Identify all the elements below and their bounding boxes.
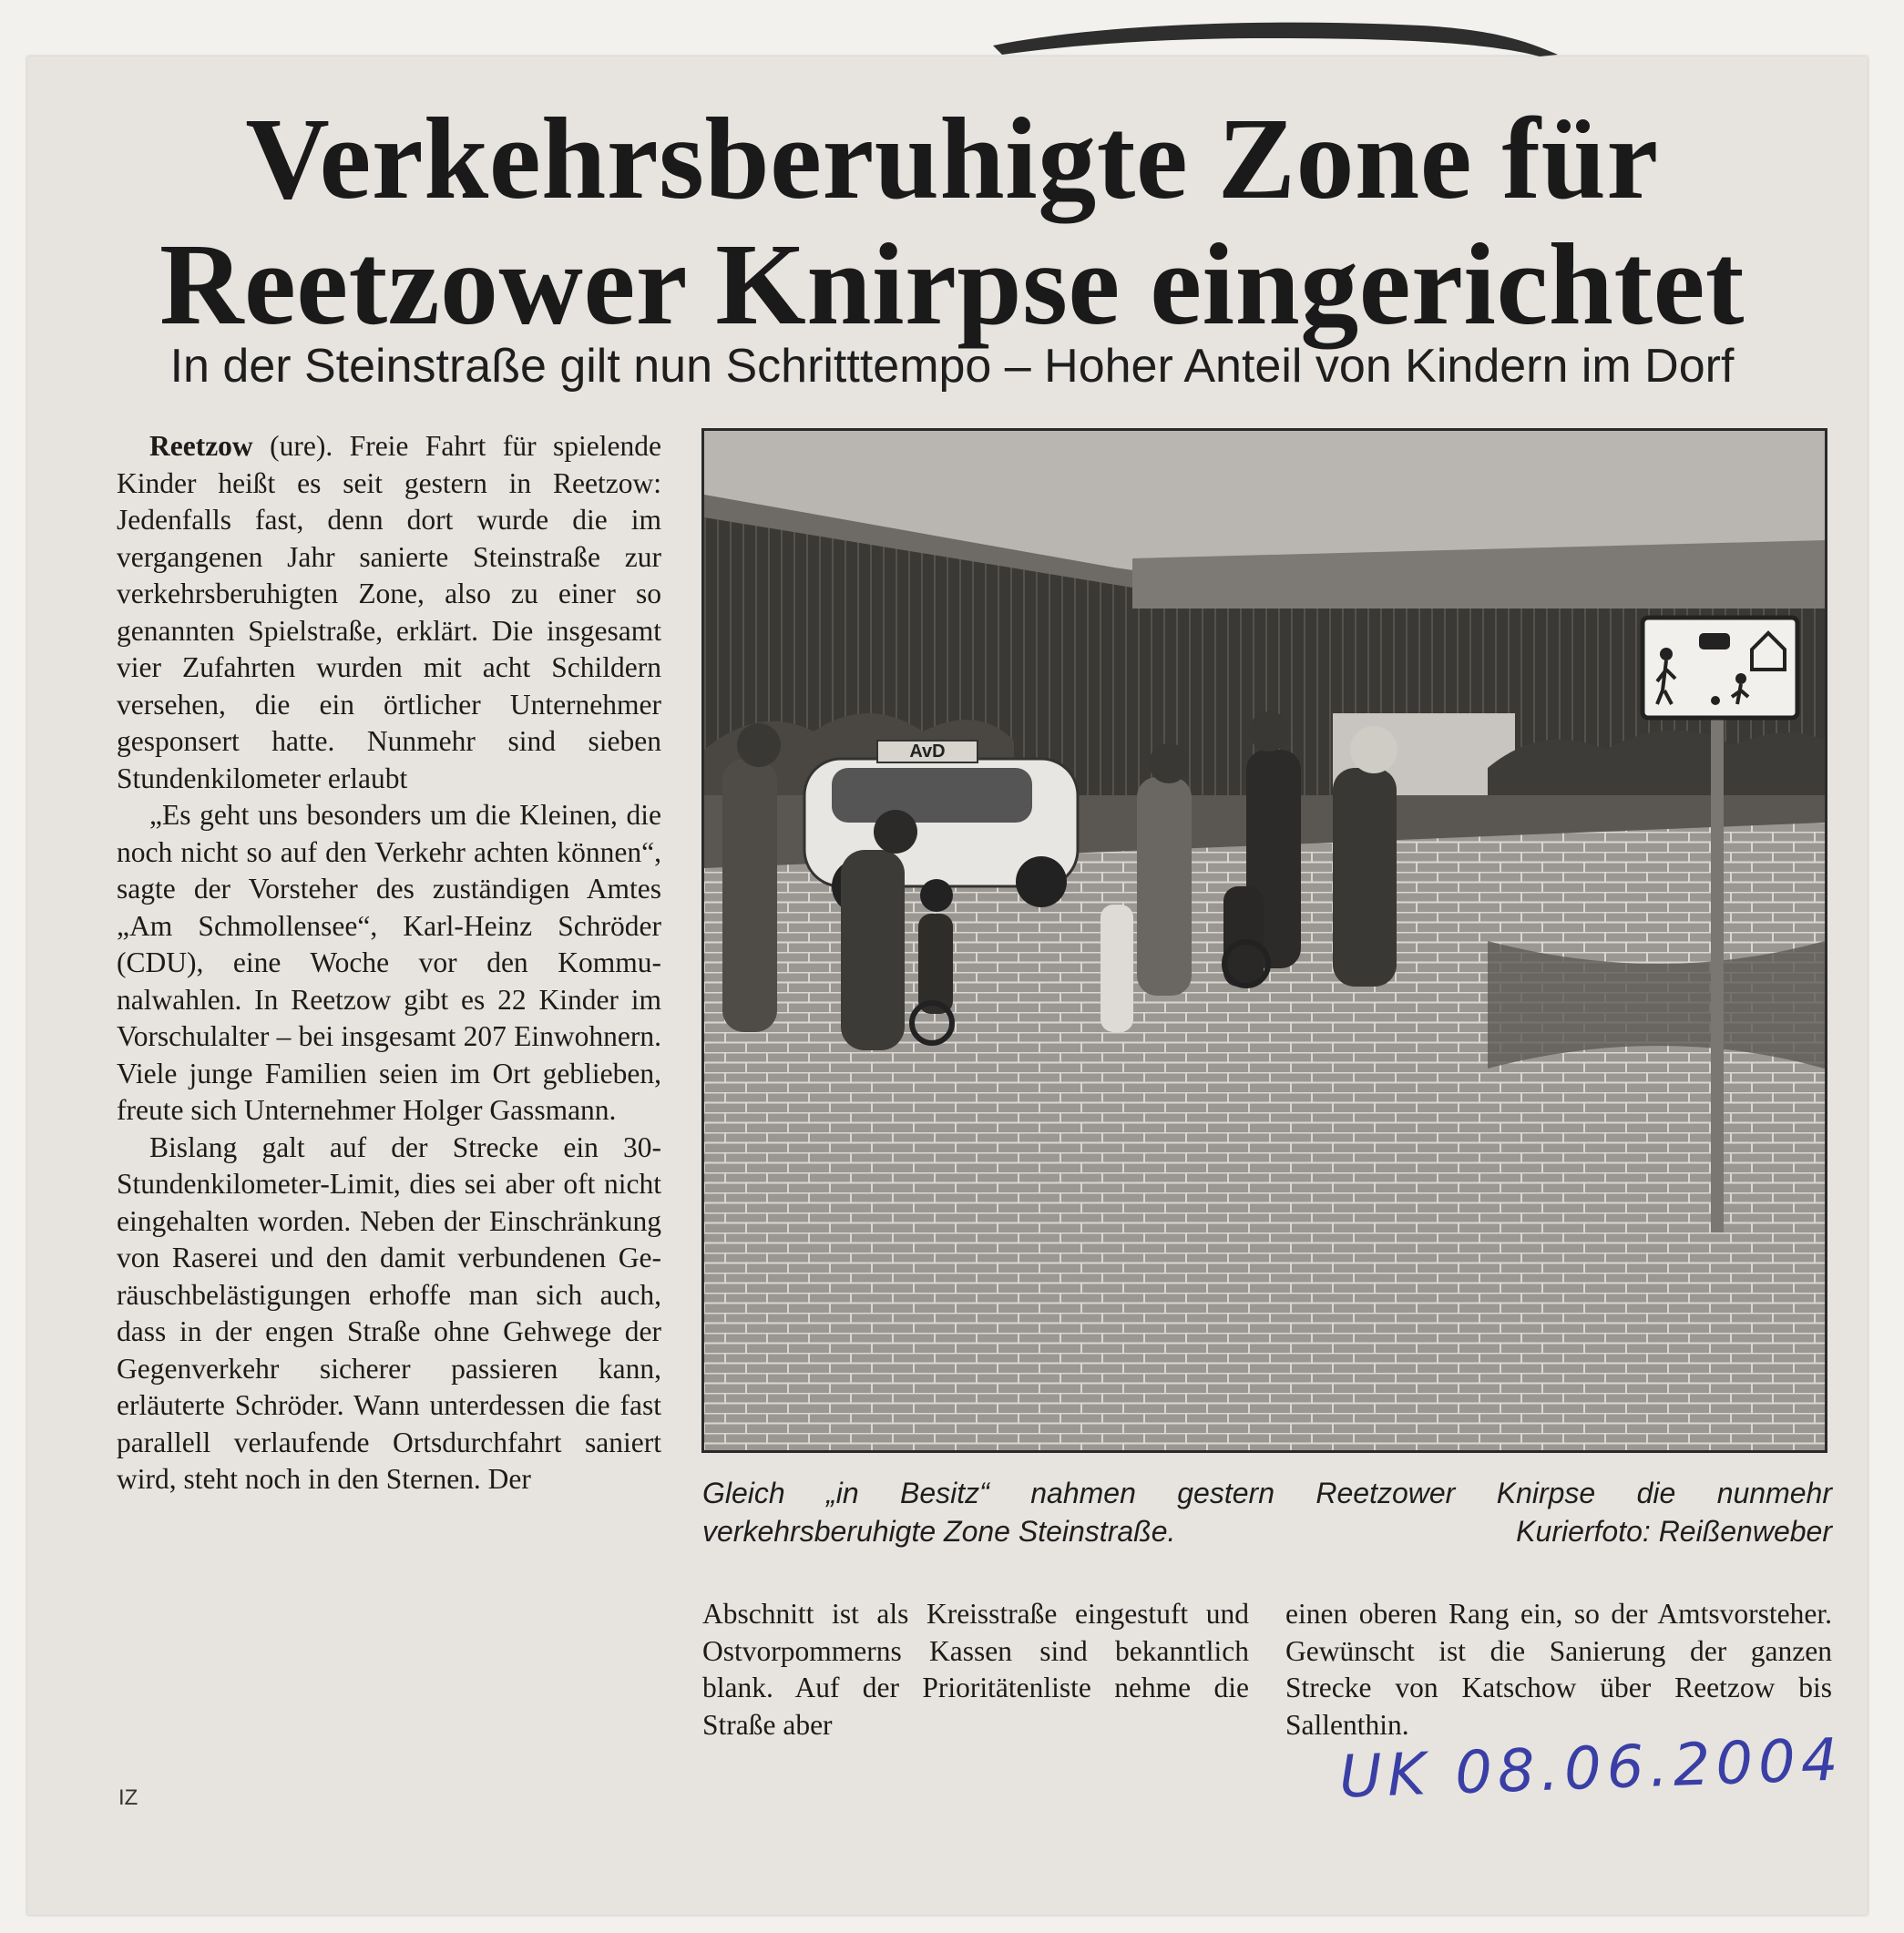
caption-line-2-row bbox=[702, 1512, 1832, 1550]
paragraph-2: „Es geht uns besonders um die Kleinen, die noch nicht so auf den Verkehr achten können“, sagte der Vorsteher des zuständigen Amtes „Am Schmollensee“, Karl-Heinz Schröder (CDU), eine Woche vor den Kommunalwahlen. In Reetzow gibt es 22 Kinder im Vorschulalter – bei insgesamt 207 Einwohnern. Viele junge Familien seien im Ort geblieben, freute sich Unternehmer Holger Gassmann. bbox=[117, 799, 661, 1126]
paragraph-1 bbox=[117, 428, 661, 797]
headline-line-1: Verkehrsberuhigte Zone für bbox=[245, 94, 1659, 223]
column-2-text: Abschnitt ist als Kreisstraße eingestuft und Ostvorpommerns Kassen sind bekanntlich blank. Auf der Prioritätenliste nehme die Straße aber bbox=[702, 1598, 1249, 1741]
column-3-text: einen oberen Rang ein, so der Amtsvorsteher. Gewünscht ist die Sanierung der ganzen Strecke von Katschow über Reetzow bis Sallenthin. bbox=[1285, 1598, 1832, 1741]
paragraph-1-text: (ure). Freie Fahrt für spielende Kinder heißt es seit gestern in Reetzow: Jedenfalls fast, denn dort wurde die im vergangenen Jahr sanierte Steinstraße zur verkehrsberuhigten Zone, also zu einer so genannten Spielstraße, erklärt. Die insgesamt vier Zufahrten wurden mit acht Schildern versehen, die ein örtlicher Unternehmer gesponsert hatte. Nunmehr sind sieben Stundenkilometer erlaubt bbox=[117, 430, 661, 794]
photo-credit: Kurierfoto: Reißenweber bbox=[1516, 1515, 1832, 1548]
photo-caption bbox=[702, 1474, 1832, 1550]
caption-line-2: verkehrsberuhigte Zone Steinstraße. bbox=[702, 1515, 1176, 1548]
article-column-1 bbox=[117, 428, 661, 1498]
headline bbox=[73, 96, 1831, 347]
paragraph-3: Bislang galt auf der Strecke ein 30-Stundenkilometer-Limit, dies sei aber oft nicht eingehalten worden. Neben der Einschränkung von Raserei und den damit verbundenen Geräuschbelästigungen erhoffe man sich auch, dass in der engen Straße ohne Gehwege der Gegenverkehr sicherer passieren kann, erläuterte Schröder. Wann unterdessen die fast parallell verlaufende Ortsdurchfahrt saniert wird, steht noch in den Sternen. Der bbox=[117, 1130, 661, 1495]
headline-line-2: Reetzower Knirpse eingerichtet bbox=[159, 220, 1745, 349]
edition-mark: IZ bbox=[118, 1785, 138, 1810]
article-column-3 bbox=[1285, 1596, 1832, 1744]
news-photo bbox=[701, 428, 1827, 1453]
caption-line-1: Gleich „in Besitz“ nahmen gestern Reetzower Knirpse die nunmehr bbox=[702, 1477, 1832, 1509]
dateline: Reetzow bbox=[149, 430, 253, 462]
article-column-2 bbox=[702, 1596, 1249, 1744]
car-roof-sign: AvD bbox=[909, 741, 946, 762]
handwritten-date-note: UK 08.06.2004 bbox=[1337, 1726, 1845, 1812]
torn-paper-edge bbox=[993, 18, 1558, 64]
subheadline: In der Steinstraße gilt nun Schritttempo – Hoher Anteil von Kindern im Dorf bbox=[169, 340, 1735, 393]
